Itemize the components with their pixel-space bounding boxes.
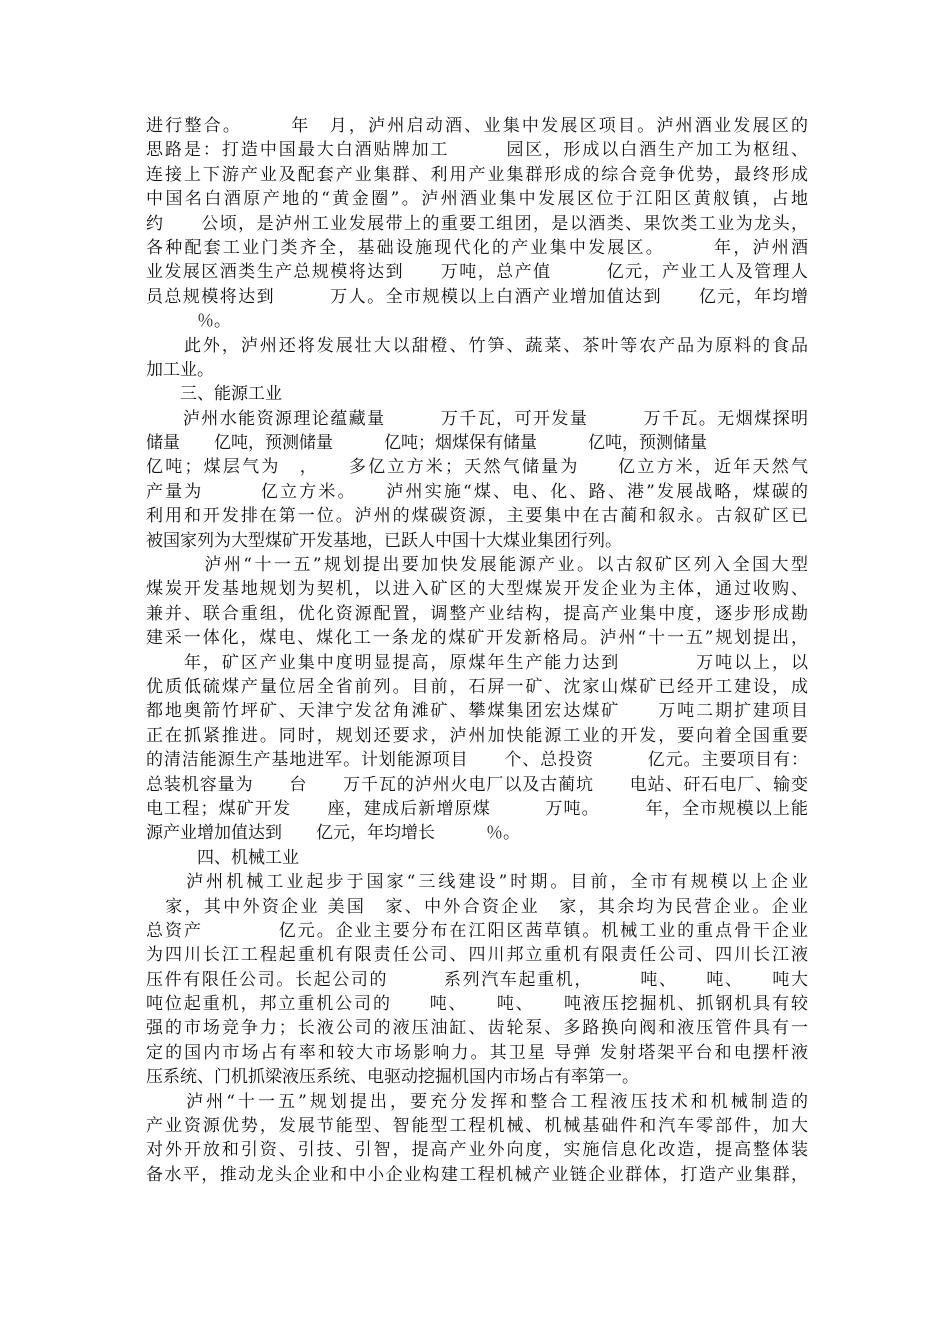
text-line: 正在抓紧推进。同时，规划还要求，泸州加快能源工业的开发，要向着全国重要 <box>146 725 808 746</box>
text-line: 总资产 亿元。企业主要分布在江阳区茜草镇。机械工业的重点骨干企业 <box>146 920 808 941</box>
text-line: 煤炭开发基地规划为契机，以进入矿区的大型煤炭开发企业为主体，通过收购、 <box>146 579 808 600</box>
text-line: 对外开放和引资、引技、引智，提高产业外向度，实施信息化改造，提高整体装 <box>146 1140 808 1161</box>
text-line: 被国家列为大型煤矿开发基地，已跃人中国十大煤业集团行列。 <box>146 530 622 551</box>
text-line: 为四川长江工程起重机有限责任公司、四川邦立重机有限责任公司、四川长江液 <box>146 945 808 966</box>
text-line: 中国名白酒原产地的“黄金圈”。泸州酒业集中发展区位于江阳区黄舣镇，占地 <box>146 189 808 210</box>
text-line: 约 公顷，是泸州工业发展带上的重要工组团，是以酒类、果饮类工业为龙头， <box>146 213 808 234</box>
text-line: 产业资源优势，发展节能型、智能型工程机械、机械基础件和汽车零部件，加大 <box>146 1116 808 1137</box>
text-line: 泸州机械工业起步于国家“三线建设”时期。目前，全市有规模以上企业 <box>146 872 808 893</box>
text-line: 泸州“十一五”规划提出要加快发展能源产业。以古叙矿区列入全国大型 <box>146 555 808 576</box>
text-line: 储量 亿吨，预测储量 亿吨；烟煤保有储量 亿吨，预测储量 <box>146 433 707 454</box>
text-line: 思路是：打造中国最大白酒贴牌加工 园区，形成以白酒生产加工为枢纽、 <box>146 140 808 161</box>
text-line: 备水平，推动龙头企业和中小企业构建工程机械产业链企业群体，打造产业集群， <box>146 1164 808 1185</box>
text-line: 泸州水能资源理论蕴藏量 万千瓦，可开发量 万千瓦。无烟煤探明 <box>146 408 808 429</box>
text-line: 吨位起重机，邦立重机公司的 吨、 吨、 吨液压挖掘机、抓钢机具有较 <box>146 994 808 1015</box>
text-line: 三、能源工业 <box>146 384 282 405</box>
text-line: 建采一体化，煤电、煤化工一条龙的煤矿开发新格局。泸州“十一五”规划提出， <box>146 628 808 649</box>
text-line: 压系统、门机抓梁液压系统、电驱动挖掘机国内市场占有率第一。 <box>146 1067 639 1088</box>
text-line: 亿吨；煤层气为 ， 多亿立方米；天然气储量为 亿立方米，近年天然气 <box>146 457 808 478</box>
text-line: 压件有限任公司。长起公司的 系列汽车起重机， 吨、 吨、 吨大 <box>146 969 808 990</box>
text-line: 各种配套工业门类齐全，基础设施现代化的产业集中发展区。 年，泸州酒 <box>146 237 808 258</box>
text-line: 泸州“十一五”规划提出，要充分发挥和整合工程液压技术和机械制造的 <box>146 1091 808 1112</box>
text-line: 电工程；煤矿开发 座，建成后新增原煤 万吨。 年，全市规模以上能 <box>146 798 808 819</box>
document-body <box>146 114 808 1187</box>
text-line: 利用和开发排在第一位。泸州的煤碳资源，主要集中在古蔺和叙永。古叙矿区已 <box>146 506 808 527</box>
text-line: 的清洁能源生产基地进军。计划能源项目 个、总投资 亿元。主要项目有： <box>146 750 808 771</box>
text-line: ％。 <box>146 311 231 332</box>
text-line: 产量为 亿立方米。 泸州实施“煤、电、化、路、港”发展战略，煤碳的 <box>146 481 808 502</box>
text-line: 连接上下游产业及配套产业集群、利用产业集群形成的综合竞争优势，最终形成 <box>146 164 808 185</box>
text-line: 总装机容量为 台 万千瓦的泸州火电厂以及古蔺坑 电站、矸石电厂、输变 <box>146 774 808 795</box>
text-line: 此外，泸州还将发展壮大以甜橙、竹笋、蔬菜、茶叶等农产品为原料的食品 <box>146 335 808 356</box>
text-line: 定的国内市场占有率和较大市场影响力。其卫星 导弹 发射塔架平台和电摆杆液 <box>146 1042 808 1063</box>
text-line: 员总规模将达到 万人。全市规模以上白酒产业增加值达到 亿元，年均增 <box>146 286 808 307</box>
text-line: 家，其中外资企业 美国 家、中外合资企业 家，其余均为民营企业。企业 <box>146 896 808 917</box>
text-line: 业发展区酒类生产总规模将达到 万吨，总产值 亿元，产业工人及管理人 <box>146 262 808 283</box>
text-line: 强的市场竞争力；长液公司的液压油缸、齿轮泵、多路换向阀和液压管件具有一 <box>146 1018 808 1039</box>
text-line: 年，矿区产业集中度明显提高，原煤年生产能力达到 万吨以上，以 <box>146 652 808 673</box>
text-line: 兼并、联合重组，优化资源配置，调整产业结构，提高产业集中度，逐步形成勘 <box>146 603 808 624</box>
text-line: 进行整合。 年 月，泸州启动酒、业集中发展区项目。泸州酒业发展区的 <box>146 116 808 136</box>
text-line: 加工业。 <box>146 359 214 380</box>
text-line: 四、机械工业 <box>146 847 299 868</box>
text-line: 都地奥箭竹坪矿、天津宁发岔角滩矿、攀煤集团宏达煤矿 万吨二期扩建项目 <box>146 701 808 722</box>
text-line: 源产业增加值达到 亿元，年均增长 ％。 <box>146 823 520 844</box>
text-line: 优质低硫煤产量位居全省前列。目前，石屏一矿、沈家山煤矿已经开工建设，成 <box>146 676 808 697</box>
